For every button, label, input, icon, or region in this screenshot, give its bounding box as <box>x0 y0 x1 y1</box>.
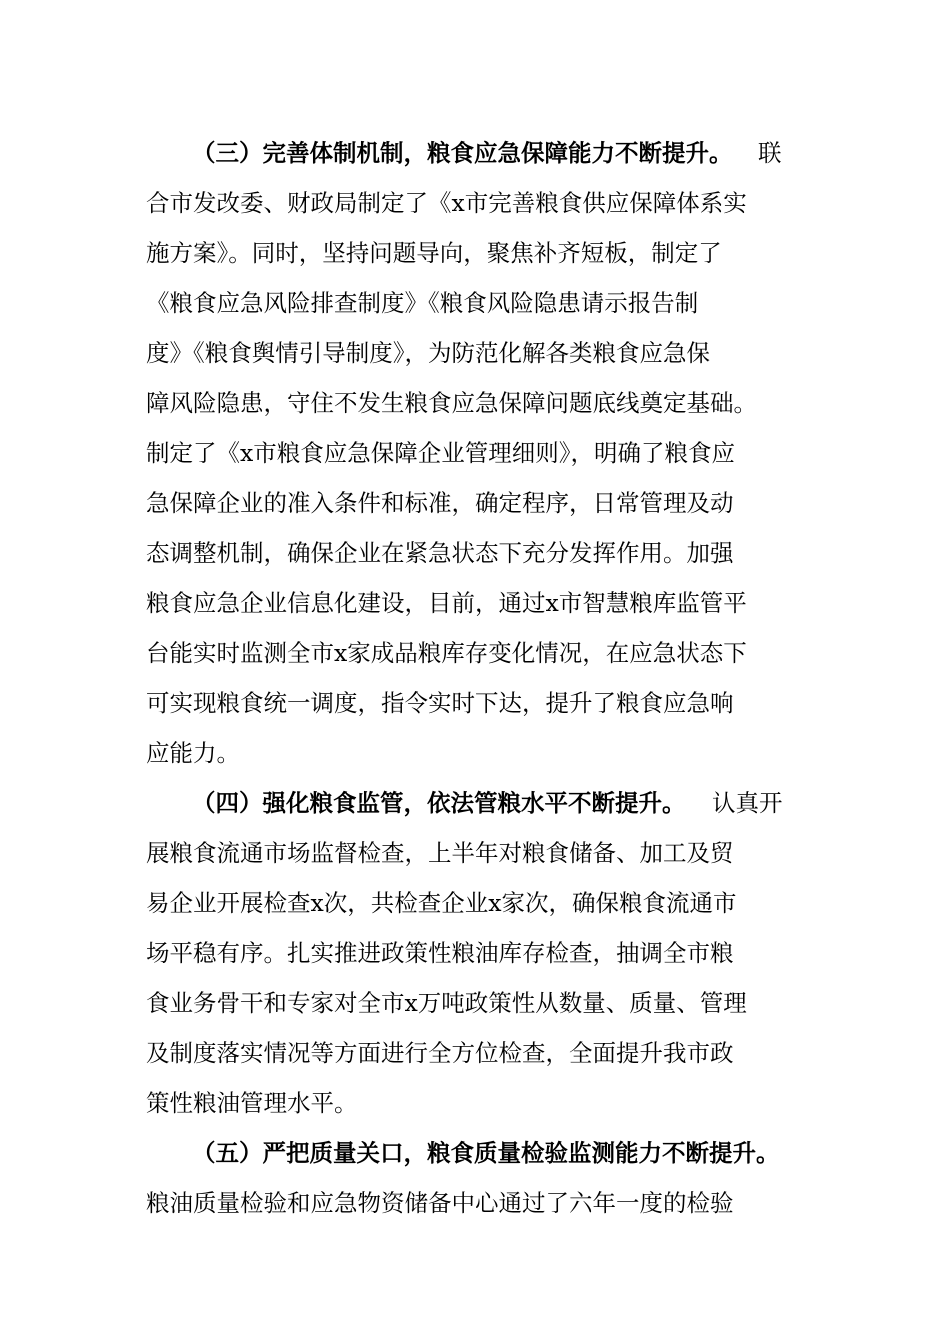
section-3-line-10 <box>0 578 950 628</box>
paragraph-line: 粮食应急企业信息化建设，目前，通过x市智慧粮库监管平 <box>146 589 747 617</box>
paragraph-line: 应能力。 <box>146 739 240 767</box>
section-4-heading-tail: 认真开 <box>712 789 783 817</box>
section-3-line-1 <box>0 128 950 178</box>
paragraph-line: 合市发改委、财政局制定了《x市完善粮食供应保障体系实 <box>146 189 747 217</box>
paragraph-line: 展粮食流通市场监督检查，上半年对粮食储备、加工及贸 <box>146 839 734 867</box>
paragraph-line: 制定了《x市粮食应急保障企业管理细则》，明确了粮食应 <box>146 439 736 467</box>
section-3-line-6 <box>0 378 950 428</box>
section-4-line-3 <box>0 878 950 928</box>
section-3-line-7 <box>0 428 950 478</box>
paragraph-line: 食业务骨干和专家对全市x万吨政策性从数量、质量、管理 <box>146 989 747 1017</box>
section-3-line-11 <box>0 628 950 678</box>
section-3-line-3 <box>0 228 950 278</box>
paragraph-line: 及制度落实情况等方面进行全方位检查，全面提升我市政 <box>146 1039 734 1067</box>
section-3-line-9 <box>0 528 950 578</box>
section-3-line-12 <box>0 678 950 728</box>
section-4-line-7 <box>0 1078 950 1128</box>
paragraph-line: 急保障企业的准入条件和标准，确定程序，日常管理及动 <box>146 489 734 517</box>
paragraph-line: 场平稳有序。扎实推进政策性粮油库存检查，抽调全市粮 <box>146 939 734 967</box>
section-4-heading: （四）强化粮食监管，依法管粮水平不断提升。 <box>192 789 686 817</box>
section-4-line-2 <box>0 828 950 878</box>
paragraph-line: 策性粮油管理水平。 <box>146 1089 358 1117</box>
paragraph-line: 态调整机制，确保企业在紧急状态下充分发挥作用。加强 <box>146 539 734 567</box>
section-3-line-13 <box>0 728 950 778</box>
paragraph-line: 易企业开展检查x次，共检查企业x家次，确保粮食流通市 <box>146 889 737 917</box>
section-5-heading: （五）严把质量关口，粮食质量检验监测能力不断提升。 <box>192 1139 780 1167</box>
section-3-line-4 <box>0 278 950 328</box>
paragraph-line: 度》《粮食舆情引导制度》，为防范化解各类粮食应急保 <box>146 339 710 367</box>
section-3-line-8 <box>0 478 950 528</box>
paragraph-line: 障风险隐患，守住不发生粮食应急保障问题底线奠定基础。 <box>146 389 757 417</box>
section-3-line-5 <box>0 328 950 378</box>
section-5-line-2 <box>0 1178 950 1228</box>
section-3-heading: （三）完善体制机制，粮食应急保障能力不断提升。 <box>192 139 733 167</box>
paragraph-line: 施方案》。同时，坚持问题导向，聚焦补齐短板，制定了 <box>146 239 722 267</box>
paragraph-line: 可实现粮食统一调度，指令实时下达，提升了粮食应急响 <box>146 689 734 717</box>
paragraph-line: 台能实时监测全市x家成品粮库存变化情况，在应急状态下 <box>146 639 747 667</box>
section-3-line-2 <box>0 178 950 228</box>
paragraph-line: 《粮食应急风险排查制度》《粮食风险隐患请示报告制 <box>146 289 699 317</box>
section-4-line-4 <box>0 928 950 978</box>
section-4-line-6 <box>0 1028 950 1078</box>
section-3-heading-tail: 联 <box>758 139 782 167</box>
paragraph-line: 粮油质量检验和应急物资储备中心通过了六年一度的检验 <box>146 1189 734 1217</box>
section-4-line-1 <box>0 778 950 828</box>
section-5-line-1 <box>0 1128 950 1178</box>
section-4-line-5 <box>0 978 950 1028</box>
